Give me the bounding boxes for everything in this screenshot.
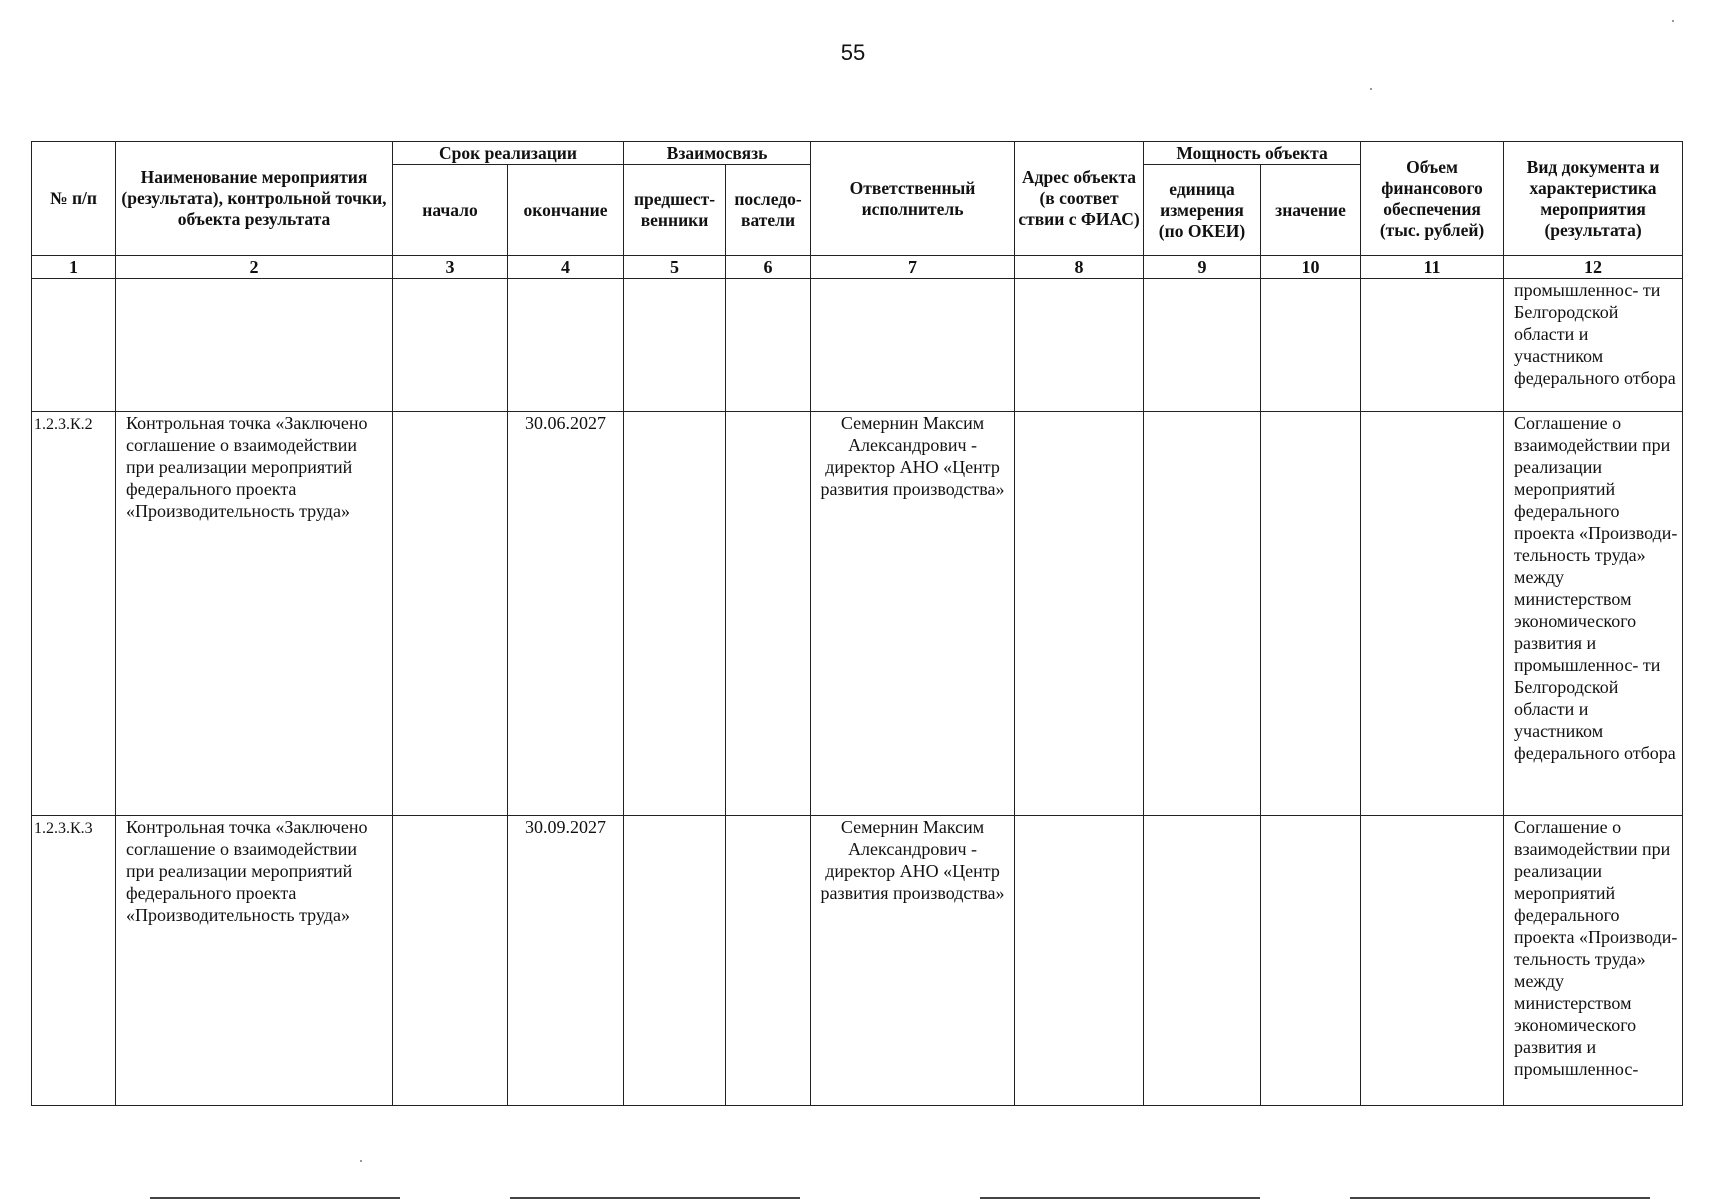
row-start [393, 279, 508, 412]
header-doc-type: Вид документа и характеристика мероприятия (результата) [1504, 142, 1683, 256]
row-finance [1361, 816, 1504, 1106]
row-value [1261, 279, 1361, 412]
header-address: Адрес объекта (в соответ ствии с ФИАС) [1015, 142, 1144, 256]
scan-speck [1370, 88, 1372, 90]
row-value [1261, 816, 1361, 1106]
row-name [116, 279, 393, 412]
scan-edge-line [1350, 1197, 1650, 1199]
column-number: 6 [726, 256, 811, 279]
column-number: 9 [1144, 256, 1261, 279]
column-number: 5 [624, 256, 726, 279]
row-name: Контрольная точка «Заключено соглашение о взаимодействии при реализации мероприятий федерального проекта «Производительность труда» [116, 816, 393, 1106]
header-capacity-unit: единица измерения (по ОКЕИ) [1144, 165, 1261, 256]
row-next [726, 279, 811, 412]
scan-edge-line [980, 1197, 1260, 1199]
row-name: Контрольная точка «Заключено соглашение о взаимодействии при реализации мероприятий федерального проекта «Производительность труда» [116, 412, 393, 816]
row-responsible [811, 279, 1015, 412]
header-finance: Объем финансового обеспечения (тыс. рублей) [1361, 142, 1504, 256]
column-number: 11 [1361, 256, 1504, 279]
header-capacity-group: Мощность объекта [1144, 142, 1361, 165]
row-address [1015, 279, 1144, 412]
row-unit [1144, 412, 1261, 816]
header-responsible: Ответственный исполнитель [811, 142, 1015, 256]
header-num: № п/п [32, 142, 116, 256]
header-link-prev: предшест- венники [624, 165, 726, 256]
page-number: 55 [840, 40, 866, 65]
row-responsible: Семернин Максим Александрович - директор АНО «Центр развития производства» [811, 412, 1015, 816]
row-number: 1.2.3.К.2 [32, 412, 116, 816]
row-end: 30.09.2027 [508, 816, 624, 1106]
row-prev [624, 279, 726, 412]
row-finance [1361, 412, 1504, 816]
row-start [393, 816, 508, 1106]
row-responsible: Семернин Максим Александрович - директор АНО «Центр развития производства» [811, 816, 1015, 1106]
column-number: 12 [1504, 256, 1683, 279]
row-number [32, 279, 116, 412]
row-address [1015, 816, 1144, 1106]
header-row-top [32, 142, 1683, 165]
row-finance [1361, 279, 1504, 412]
column-number-row [32, 256, 1683, 279]
row-number: 1.2.3.К.3 [32, 816, 116, 1106]
row-doc-type: Соглашение о взаимодействии при реализации мероприятий федерального проекта «Производи- тельность труда» между министерством экономического развития и промышленнос- [1504, 816, 1683, 1106]
column-number: 7 [811, 256, 1015, 279]
row-next [726, 816, 811, 1106]
row-value [1261, 412, 1361, 816]
row-prev [624, 412, 726, 816]
column-number: 3 [393, 256, 508, 279]
scan-speck [360, 1160, 362, 1162]
row-address [1015, 412, 1144, 816]
row-end [508, 279, 624, 412]
column-number: 10 [1261, 256, 1361, 279]
column-number: 8 [1015, 256, 1144, 279]
table-row [32, 279, 1683, 412]
row-doc-type: промышленнос- ти Белгородской области и участником федерального отбора [1504, 279, 1683, 412]
scan-speck [1672, 20, 1674, 22]
row-doc-type: Соглашение о взаимодействии при реализации мероприятий федерального проекта «Производи- тельность труда» между министерством экономического развития и промышленнос- ти Белгородской области и участником федерального отбора [1504, 412, 1683, 816]
table-row [32, 816, 1683, 1106]
row-start [393, 412, 508, 816]
column-number: 2 [116, 256, 393, 279]
scan-edge-line [510, 1197, 800, 1199]
row-unit [1144, 816, 1261, 1106]
header-period-start: начало [393, 165, 508, 256]
header-link-group: Взаимосвязь [624, 142, 811, 165]
header-link-next: последо- ватели [726, 165, 811, 256]
column-number: 1 [32, 256, 116, 279]
row-unit [1144, 279, 1261, 412]
table-row [32, 412, 1683, 816]
column-number: 4 [508, 256, 624, 279]
row-end: 30.06.2027 [508, 412, 624, 816]
header-period-end: окончание [508, 165, 624, 256]
header-name: Наименование мероприятия (результата), контрольной точки, объекта результата [116, 142, 393, 256]
plan-table [31, 141, 1683, 1106]
header-period-group: Срок реализации [393, 142, 624, 165]
row-prev [624, 816, 726, 1106]
header-capacity-value: значение [1261, 165, 1361, 256]
scan-edge-line [150, 1197, 400, 1199]
row-next [726, 412, 811, 816]
